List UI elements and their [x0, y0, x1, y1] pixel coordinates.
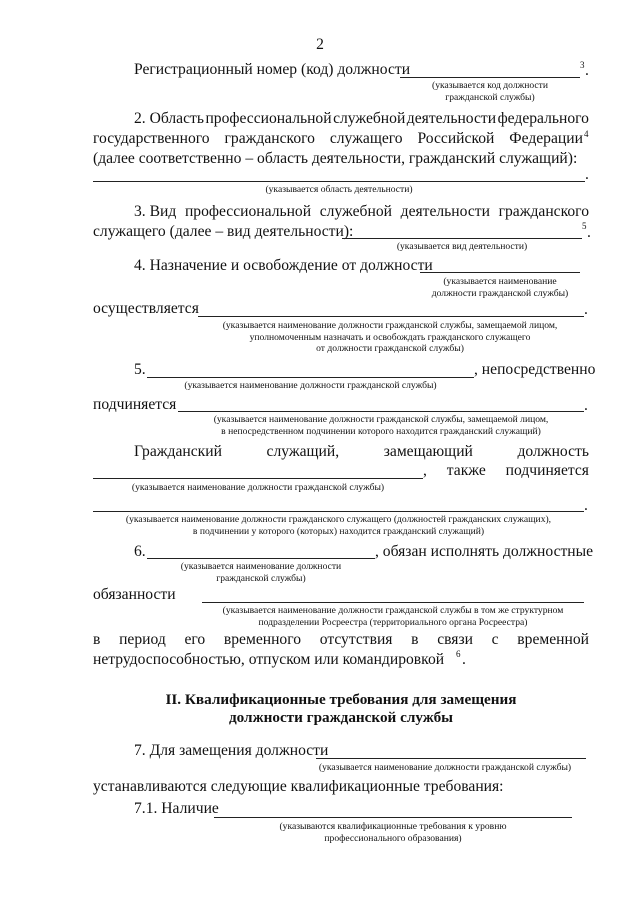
subordination-hint: (указывается наименование должности гражданского служащего (должностей гражданских служащих), в подчинении у которого (которых) находится гражданский служащий): [125, 514, 552, 537]
p5-line-4: , также подчиняется: [423, 462, 589, 479]
p2-line-2: государственного гражданского служащего Российской Федерации: [93, 130, 583, 147]
p7-label: 7. Для замещения должности: [134, 742, 329, 759]
activity-area-hint: (указывается область деятельности): [265, 184, 413, 195]
p6-label-2: обязанности: [93, 586, 176, 603]
p4-label: 4. Назначение и освобождение от должности: [134, 257, 433, 274]
p2-line-1: 2. Область профессиональной служебной деятельности федерального: [134, 110, 589, 127]
period: .: [585, 62, 589, 79]
appointing-position-hint: (указывается наименование должности гражданской службы, замещаемой лицом, уполномоченным назначать и освобождать гражданского служащего от должности гражданской службы): [222, 320, 558, 354]
activity-type-field[interactable]: [342, 238, 582, 239]
also-superior-hint: (указывается наименование должности гражданской службы): [131, 482, 385, 493]
substitute-position-field[interactable]: [147, 558, 375, 559]
p4-label-2: осуществляется: [93, 300, 199, 317]
p6-tail: , обязан исполнять должностные: [375, 543, 594, 560]
period: .: [584, 301, 588, 318]
p6-number: 6.: [134, 543, 146, 560]
p2-line-3: (далее соответственно – область деятельности, гражданский служащий):: [93, 150, 578, 167]
footnote-mark: 3: [580, 60, 585, 70]
footnote-mark: 5: [582, 221, 587, 231]
also-superior-field[interactable]: [93, 478, 423, 479]
footnote-mark: 4: [584, 129, 589, 139]
period: .: [584, 497, 588, 514]
reg-number-hint: (указывается код должности гражданской службы): [432, 80, 548, 103]
p5-line-3: Гражданский служащий, замещающий должность: [134, 443, 589, 460]
superior-position-field[interactable]: [147, 377, 474, 378]
position-name-field[interactable]: [420, 272, 580, 273]
p5-label-2: подчиняется: [93, 396, 177, 413]
reg-number-label: Регистрационный номер (код) должности: [134, 61, 411, 78]
section-heading: II. Квалификационные требования для замещения должности гражданской службы: [165, 691, 517, 726]
qualification-position-field[interactable]: [316, 758, 586, 759]
appointing-position-field[interactable]: [198, 316, 584, 317]
page-number: 2: [316, 36, 324, 53]
p7-line-2: устанавливаются следующие квалификационные требования:: [93, 778, 504, 795]
period: .: [462, 651, 466, 668]
absent-position-hint: (указывается наименование должности гражданской службы в том же структурном подразделении Росреестра (территориального органа Росреестра): [222, 605, 564, 628]
superior-position-hint: (указывается наименование должности гражданской службы): [184, 380, 437, 391]
p6-line-4: нетрудоспособностью, отпуском или командировкой: [93, 651, 445, 668]
direct-superior-hint: (указывается наименование должности гражданской службы, замещаемой лицом, в непосредственном подчинении которого находится гражданский служащий): [213, 414, 549, 437]
education-requirements-hint: (указываются квалификационные требования к уровню профессионального образования): [279, 821, 507, 844]
direct-superior-field[interactable]: [178, 411, 584, 412]
subordination-field[interactable]: [93, 511, 584, 512]
p3-line-1: 3. Вид профессиональной служебной деятельности гражданского: [134, 203, 589, 220]
period: .: [587, 224, 591, 241]
activity-area-field[interactable]: [93, 181, 585, 182]
reg-number-field[interactable]: [400, 77, 580, 78]
p71-label: 7.1. Наличие: [134, 800, 219, 817]
period: .: [584, 397, 588, 414]
p5-number: 5.: [134, 361, 146, 378]
activity-type-hint: (указывается вид деятельности): [396, 241, 528, 252]
substitute-position-hint: (указывается наименование должности гражданской службы): [180, 561, 342, 584]
period: .: [585, 166, 589, 183]
qualification-position-hint: (указывается наименование должности гражданской службы): [318, 762, 572, 773]
p6-line-3: в период его временного отсутствия в связи с временной: [93, 631, 589, 648]
p3-label: служащего (далее – вид деятельности):: [93, 223, 354, 240]
position-name-hint: (указывается наименование должности гражданской службы): [431, 276, 569, 299]
absent-position-field[interactable]: [202, 602, 584, 603]
education-requirements-field[interactable]: [214, 817, 572, 818]
p5-tail: , непосредственно: [474, 361, 596, 378]
footnote-mark: 6: [456, 649, 461, 659]
